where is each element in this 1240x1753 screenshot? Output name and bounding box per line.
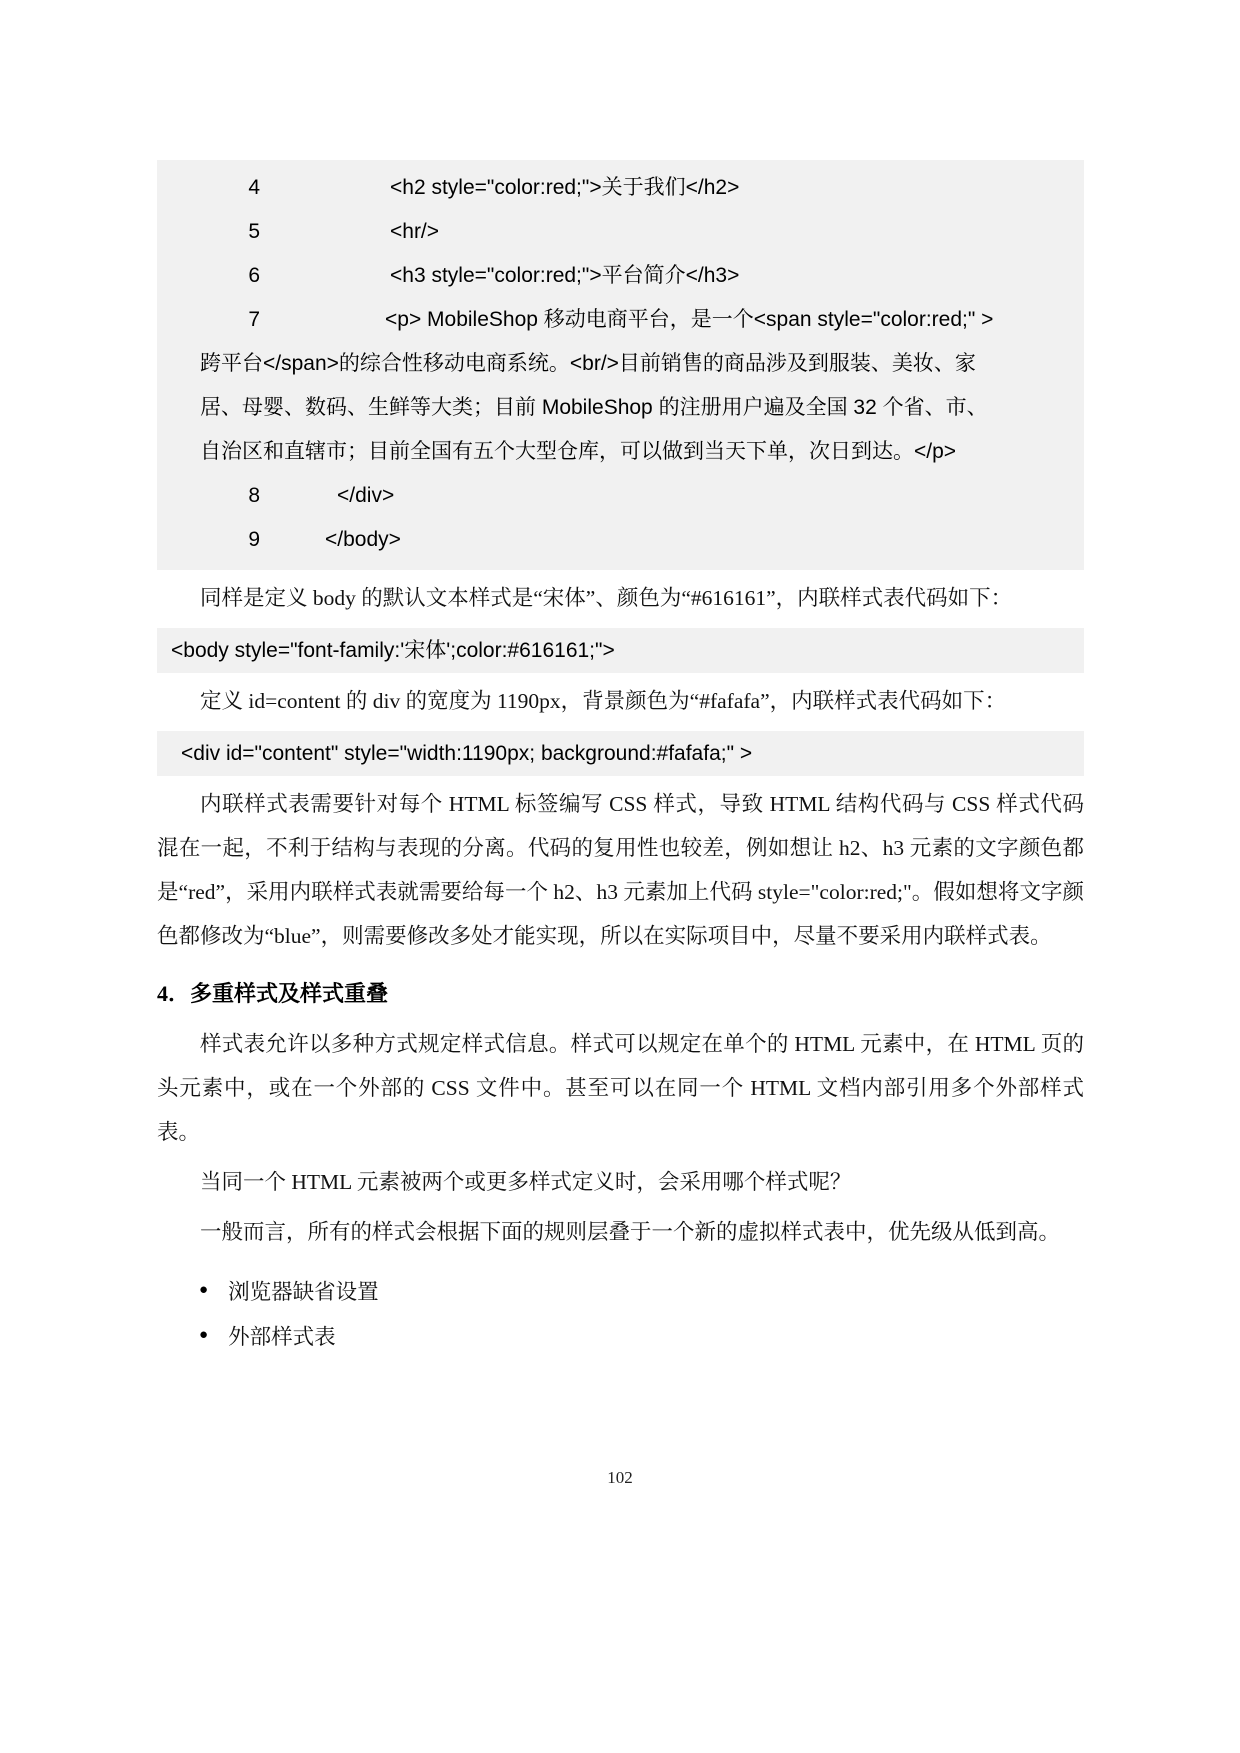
list-item bbox=[157, 1313, 1084, 1358]
code-line bbox=[157, 298, 1084, 342]
code-line-number: 6 bbox=[248, 264, 260, 287]
bullet-text: 浏览器缺省设置 bbox=[228, 1280, 379, 1304]
code-line-text: </div> bbox=[337, 484, 395, 507]
paragraph-cascade-rules: 一般而言，所有的样式会根据下面的规则层叠于一个新的虚拟样式表中，优先级从低到高。 bbox=[200, 1220, 1061, 1244]
page-content bbox=[157, 160, 1084, 1358]
paragraph-body-style: 同样是定义 body 的默认文本样式是“宋体”、颜色为“#616161”，内联样式表代码如下： bbox=[200, 586, 1013, 610]
code-line bbox=[157, 386, 1084, 430]
paragraph-multiple-styles: 样式表允许以多种方式规定样式信息。样式可以规定在单个的 HTML 元素中，在 HTML 页的头元素中，或在一个外部的 CSS 文件中。甚至可以在同一个 HTML 文档内部引用多个外部样式表。 bbox=[157, 1032, 1084, 1144]
code-line-number: 4 bbox=[248, 176, 260, 199]
code-line-text: 居、母婴、数码、生鲜等大类；目前 MobileShop 的注册用户遍及全国 32 个省、市、 bbox=[200, 396, 988, 419]
code-line-number: 9 bbox=[248, 528, 260, 551]
bullet-text: 外部样式表 bbox=[228, 1325, 336, 1349]
code-snippet-body: <body style="font-family:'宋体';color:#616161;"> bbox=[157, 628, 1084, 673]
code-snippet-div: <div id="content" style="width:1190px; background:#fafafa;" > bbox=[157, 731, 1084, 776]
bullet-list bbox=[157, 1268, 1084, 1358]
code-line-number: 7 bbox=[248, 308, 260, 331]
code-line-text: <h3 style="color:red;">平台简介</h3> bbox=[390, 264, 740, 287]
code-line-text: <h2 style="color:red;">关于我们</h2> bbox=[390, 176, 740, 199]
code-line-text: 跨平台</span>的综合性移动电商系统。<br/>目前销售的商品涉及到服装、美妆、家 bbox=[200, 352, 976, 375]
page-number: 102 bbox=[607, 1468, 633, 1487]
paragraph-div-style: 定义 id=content 的 div 的宽度为 1190px，背景颜色为“#fafafa”，内联样式表代码如下： bbox=[200, 689, 1007, 713]
code-listing bbox=[157, 160, 1084, 570]
code-line bbox=[157, 210, 1084, 254]
code-line-text: <hr/> bbox=[390, 220, 440, 243]
code-line bbox=[157, 518, 1084, 562]
code-line bbox=[157, 342, 1084, 386]
paragraph-inline-style-drawbacks: 内联样式表需要针对每个 HTML 标签编写 CSS 样式，导致 HTML 结构代码与 CSS 样式代码混在一起，不利于结构与表现的分离。代码的复用性也较差，例如想让 h2、h3 元素的文字颜色都是“red”，采用内联样式表就需要给每一个 h2、h3 元素加上代码 style="color:red;"。假如想将文字颜色都修改为“blue”，则需要修改多处才能实现，所以在实际项目中，尽量不要采用内联样式表。 bbox=[157, 792, 1084, 948]
code-line bbox=[157, 166, 1084, 210]
section-heading: 4．多重样式及样式重叠 bbox=[157, 981, 389, 1006]
bullet-icon: ● bbox=[199, 1327, 209, 1343]
code-line bbox=[157, 254, 1084, 298]
code-line-text: </body> bbox=[325, 528, 401, 551]
code-line bbox=[157, 430, 1084, 474]
list-item bbox=[157, 1268, 1084, 1313]
code-line bbox=[157, 474, 1084, 518]
bullet-icon: ● bbox=[199, 1282, 209, 1298]
code-line-text: <p> MobileShop 移动电商平台，是一个<span style="color:red;" > bbox=[385, 308, 994, 331]
code-line-text: 自治区和直辖市；目前全国有五个大型仓库，可以做到当天下单，次日到达。</p> bbox=[200, 440, 957, 463]
paragraph-which-style: 当同一个 HTML 元素被两个或更多样式定义时，会采用哪个样式呢？ bbox=[200, 1170, 852, 1194]
code-line-number: 8 bbox=[248, 484, 260, 507]
code-line-number: 5 bbox=[248, 220, 260, 243]
